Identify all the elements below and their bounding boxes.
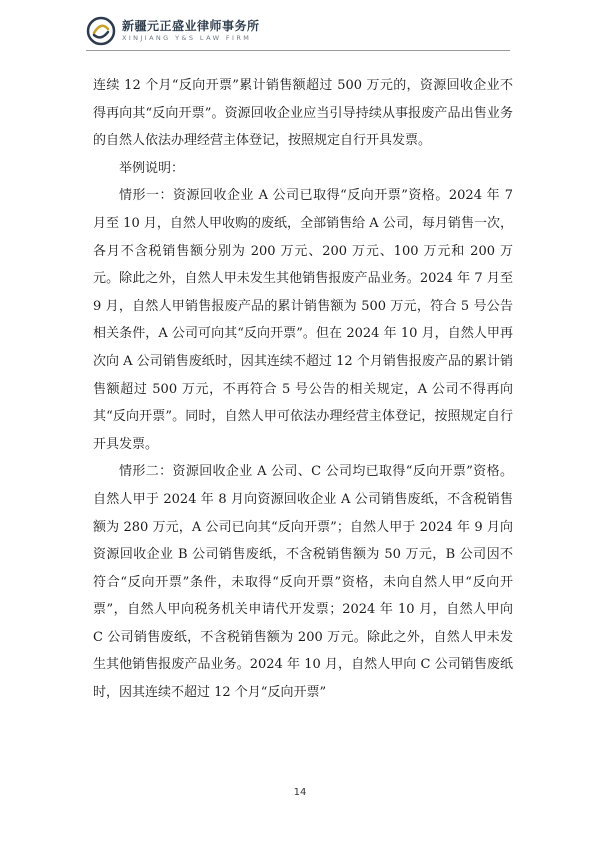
paragraph-example-heading: 举例说明： (119, 160, 185, 176)
page-number: 14 (293, 787, 307, 798)
firm-logo-icon (86, 16, 116, 46)
document-body (93, 72, 513, 707)
paragraph-case-one: 情形一：资源回收企业 A 公司已取得“反向开票”资格。2024 年 7 月至 10 月，自然人甲收购的废纸，全部销售给 A 公司，每月销售一次，各月不含税销售额分别为 200 万元、200 万元、100 万元和 200 万元。除此之外，自然人甲未发生其他销售报废产品业务。2024 年 7 月至 9 月，自然人甲销售报废产品的累计销售额为 500 万元，符合 5 号公告相关条件，A 公司可向其“反向开票”。但在 2024 年 10 月，自然人甲再次向 A 公司销售废纸时，因其连续不超过 12 个月销售报废产品的累计销售额超过 500 万元，不再符合 5 号公告的相关规定，A 公司不得再向其“反向开票”。同时，自然人甲可依法办理经营主体登记，按照规定自行开具发票。 (93, 188, 513, 452)
firm-name-en: XINJIANG Y&S LAW FIRM (122, 34, 252, 42)
header-divider (86, 50, 510, 51)
firm-brand (122, 19, 260, 43)
firm-name-cn: 新疆元正盛业律师事务所 (122, 19, 260, 33)
paragraph-case-two: 情形二：资源回收企业 A 公司、C 公司均已取得“反向开票”资格。自然人甲于 2024 年 8 月向资源回收企业 A 公司销售废纸，不含税销售额为 280 万元，A 公司已向其“反向开票”；自然人甲于 2024 年 9 月向资源回收企业 B 公司销售废纸，不含税销售额为 50 万元，B 公司因不符合“反向开票”条件，未取得“反向开票”资格，未向自然人甲“反向开票”，自然人甲向税务机关申请代开发票；2024 年 10 月，自然人甲向 C 公司销售废纸，不含税销售额为 200 万元。除此之外，自然人甲未发生其他销售报废产品业务。2024 年 10 月，自然人甲向 C 公司销售废纸时，因其连续不超过 12 个月“反向开票” (93, 464, 513, 701)
paragraph-continued: 连续 12 个月“反向开票”累计销售额超过 500 万元的，资源回收企业不得再向其“反向开票”。资源回收企业应当引导持续从事报废产品出售业务的自然人依法办理经营主体登记，按照规定自行开具发票。 (93, 78, 513, 149)
page-header (86, 14, 346, 48)
